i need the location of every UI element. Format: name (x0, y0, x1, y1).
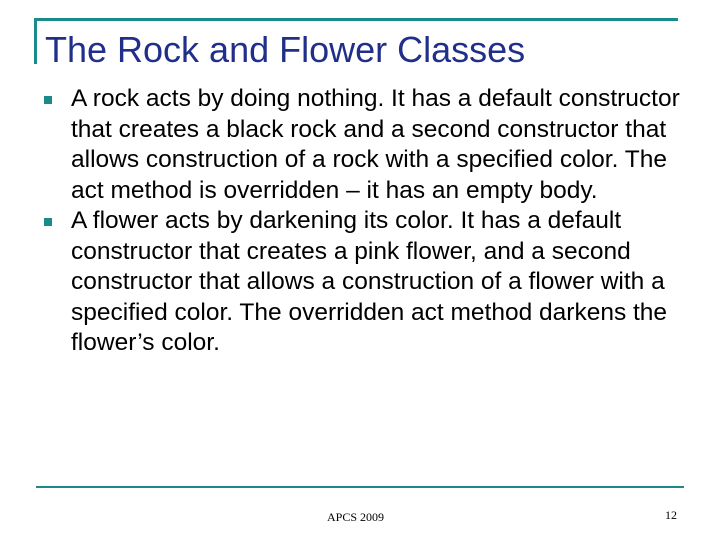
square-bullet-icon (44, 218, 52, 226)
bullet-text: A rock acts by doing nothing. It has a default constructor that creates a black rock and a second constructor that allows construction of a rock with a specified color. The act method is overridden – it has an empty body. (71, 85, 680, 204)
slide-title: The Rock and Flower Classes (45, 29, 526, 70)
bullet-list (44, 84, 684, 359)
page-number: 12 (665, 508, 677, 522)
square-bullet-icon (44, 96, 52, 104)
bullet-item (44, 206, 684, 359)
title-frame-left-line (34, 18, 37, 64)
title-frame-top-line (34, 18, 678, 21)
footer-divider (36, 486, 684, 488)
bullet-item (44, 84, 684, 206)
bullet-text: A flower acts by darkening its color. It has a default constructor that creates a pink flower, and a second constructor that allows a construction of a flower with a specified color. The overridden act method darkens the flower’s color. (71, 207, 668, 356)
footer-text: APCS 2009 (327, 510, 385, 524)
